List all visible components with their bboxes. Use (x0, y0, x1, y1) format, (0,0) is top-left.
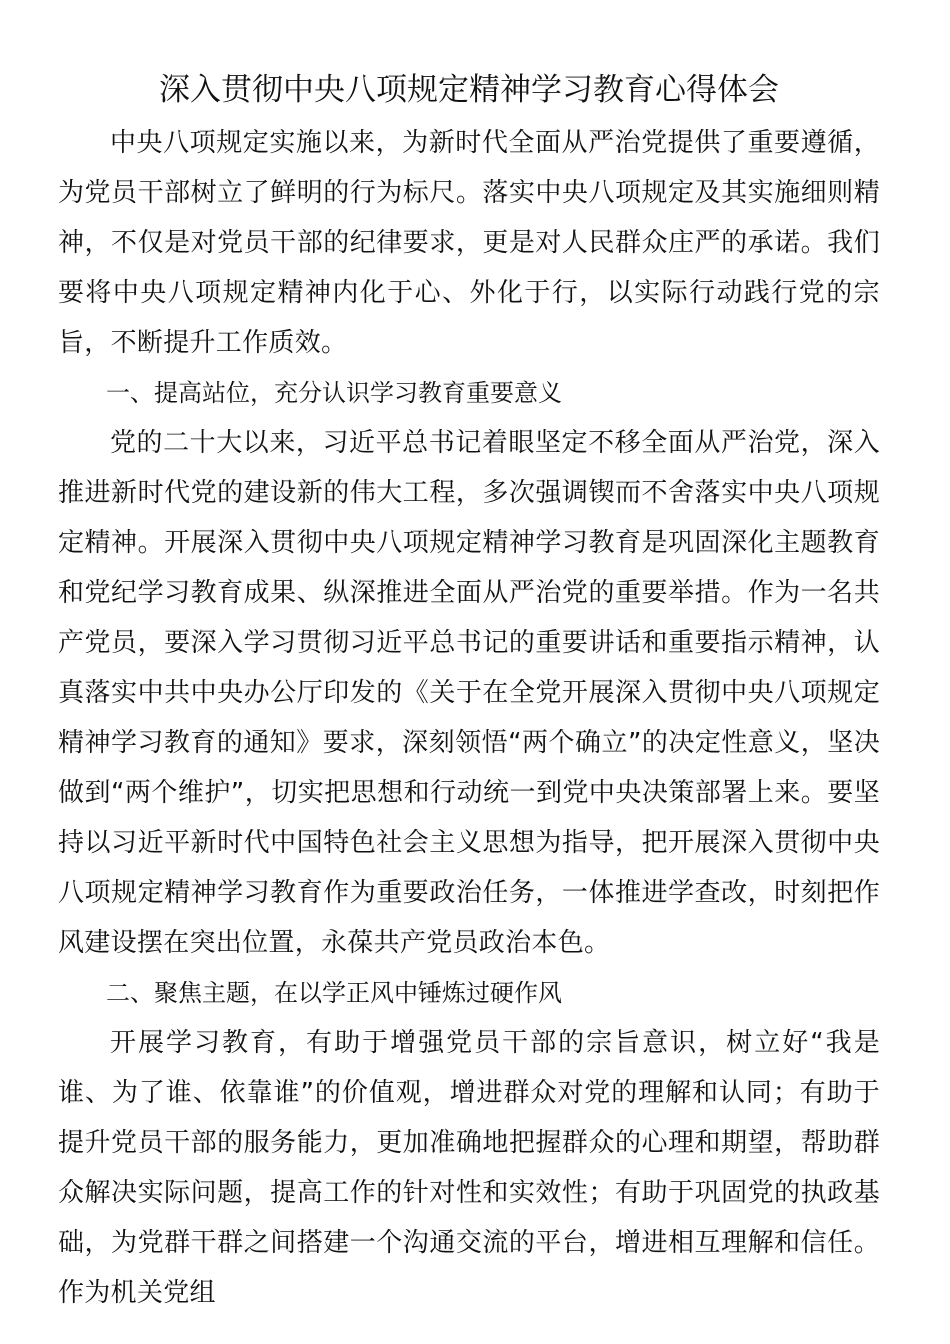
document-page (58, 62, 880, 1318)
document-title: 深入贯彻中央八项规定精神学习教育心得体会 (159, 72, 779, 108)
section-2-heading: 二、聚焦主题，在以学正风中锤炼过硬作风 (106, 979, 562, 1007)
intro-paragraph: 中央八项规定实施以来，为新时代全面从严治党提供了重要遵循，为党员干部树立了鲜明的行为标尺。落实中央八项规定及其实施细则精神，不仅是对党员干部的纪律要求，更是对人民群众庄严的承诺。我们要将中央八项规定精神内化于心、外化于行，以实际行动践行党的宗旨，不断提升工作质效。 (58, 128, 880, 358)
section-1-heading: 一、提高站位，充分认识学习教育重要意义 (106, 379, 562, 407)
section-1-body: 党的二十大以来，习近平总书记着眼坚定不移全面从严治党，深入推进新时代党的建设新的伟大工程，多次强调锲而不舍落实中央八项规定精神。开展深入贯彻中央八项规定精神学习教育是巩固深化主题教育和党纪学习教育成果、纵深推进全面从严治党的重要举措。作为一名共产党员，要深入学习贯彻习近平总书记的重要讲话和重要指示精神，认真落实中共中央办公厅印发的《关于在全党开展深入贯彻中央八项规定精神学习教育的通知》要求，深刻领悟“两个确立”的决定性意义，坚决做到“两个维护”，切实把思想和行动统一到党中央决策部署上来。要坚持以习近平新时代中国特色社会主义思想为指导，把开展深入贯彻中央八项规定精神学习教育作为重要政治任务，一体推进学查改，时刻把作风建设摆在突出位置，永葆共产党员政治本色。 (58, 428, 880, 958)
section-2-body: 开展学习教育，有助于增强党员干部的宗旨意识，树立好“我是谁、为了谁、依靠谁”的价值观，增进群众对党的理解和认同；有助于提升党员干部的服务能力，更加准确地把握群众的心理和期望，帮助群众解决实际问题，提高工作的针对性和实效性；有助于巩固党的执政基础，为党群干群之间搭建一个沟通交流的平台，增进相互理解和信任。作为机关党组 (58, 1028, 880, 1308)
